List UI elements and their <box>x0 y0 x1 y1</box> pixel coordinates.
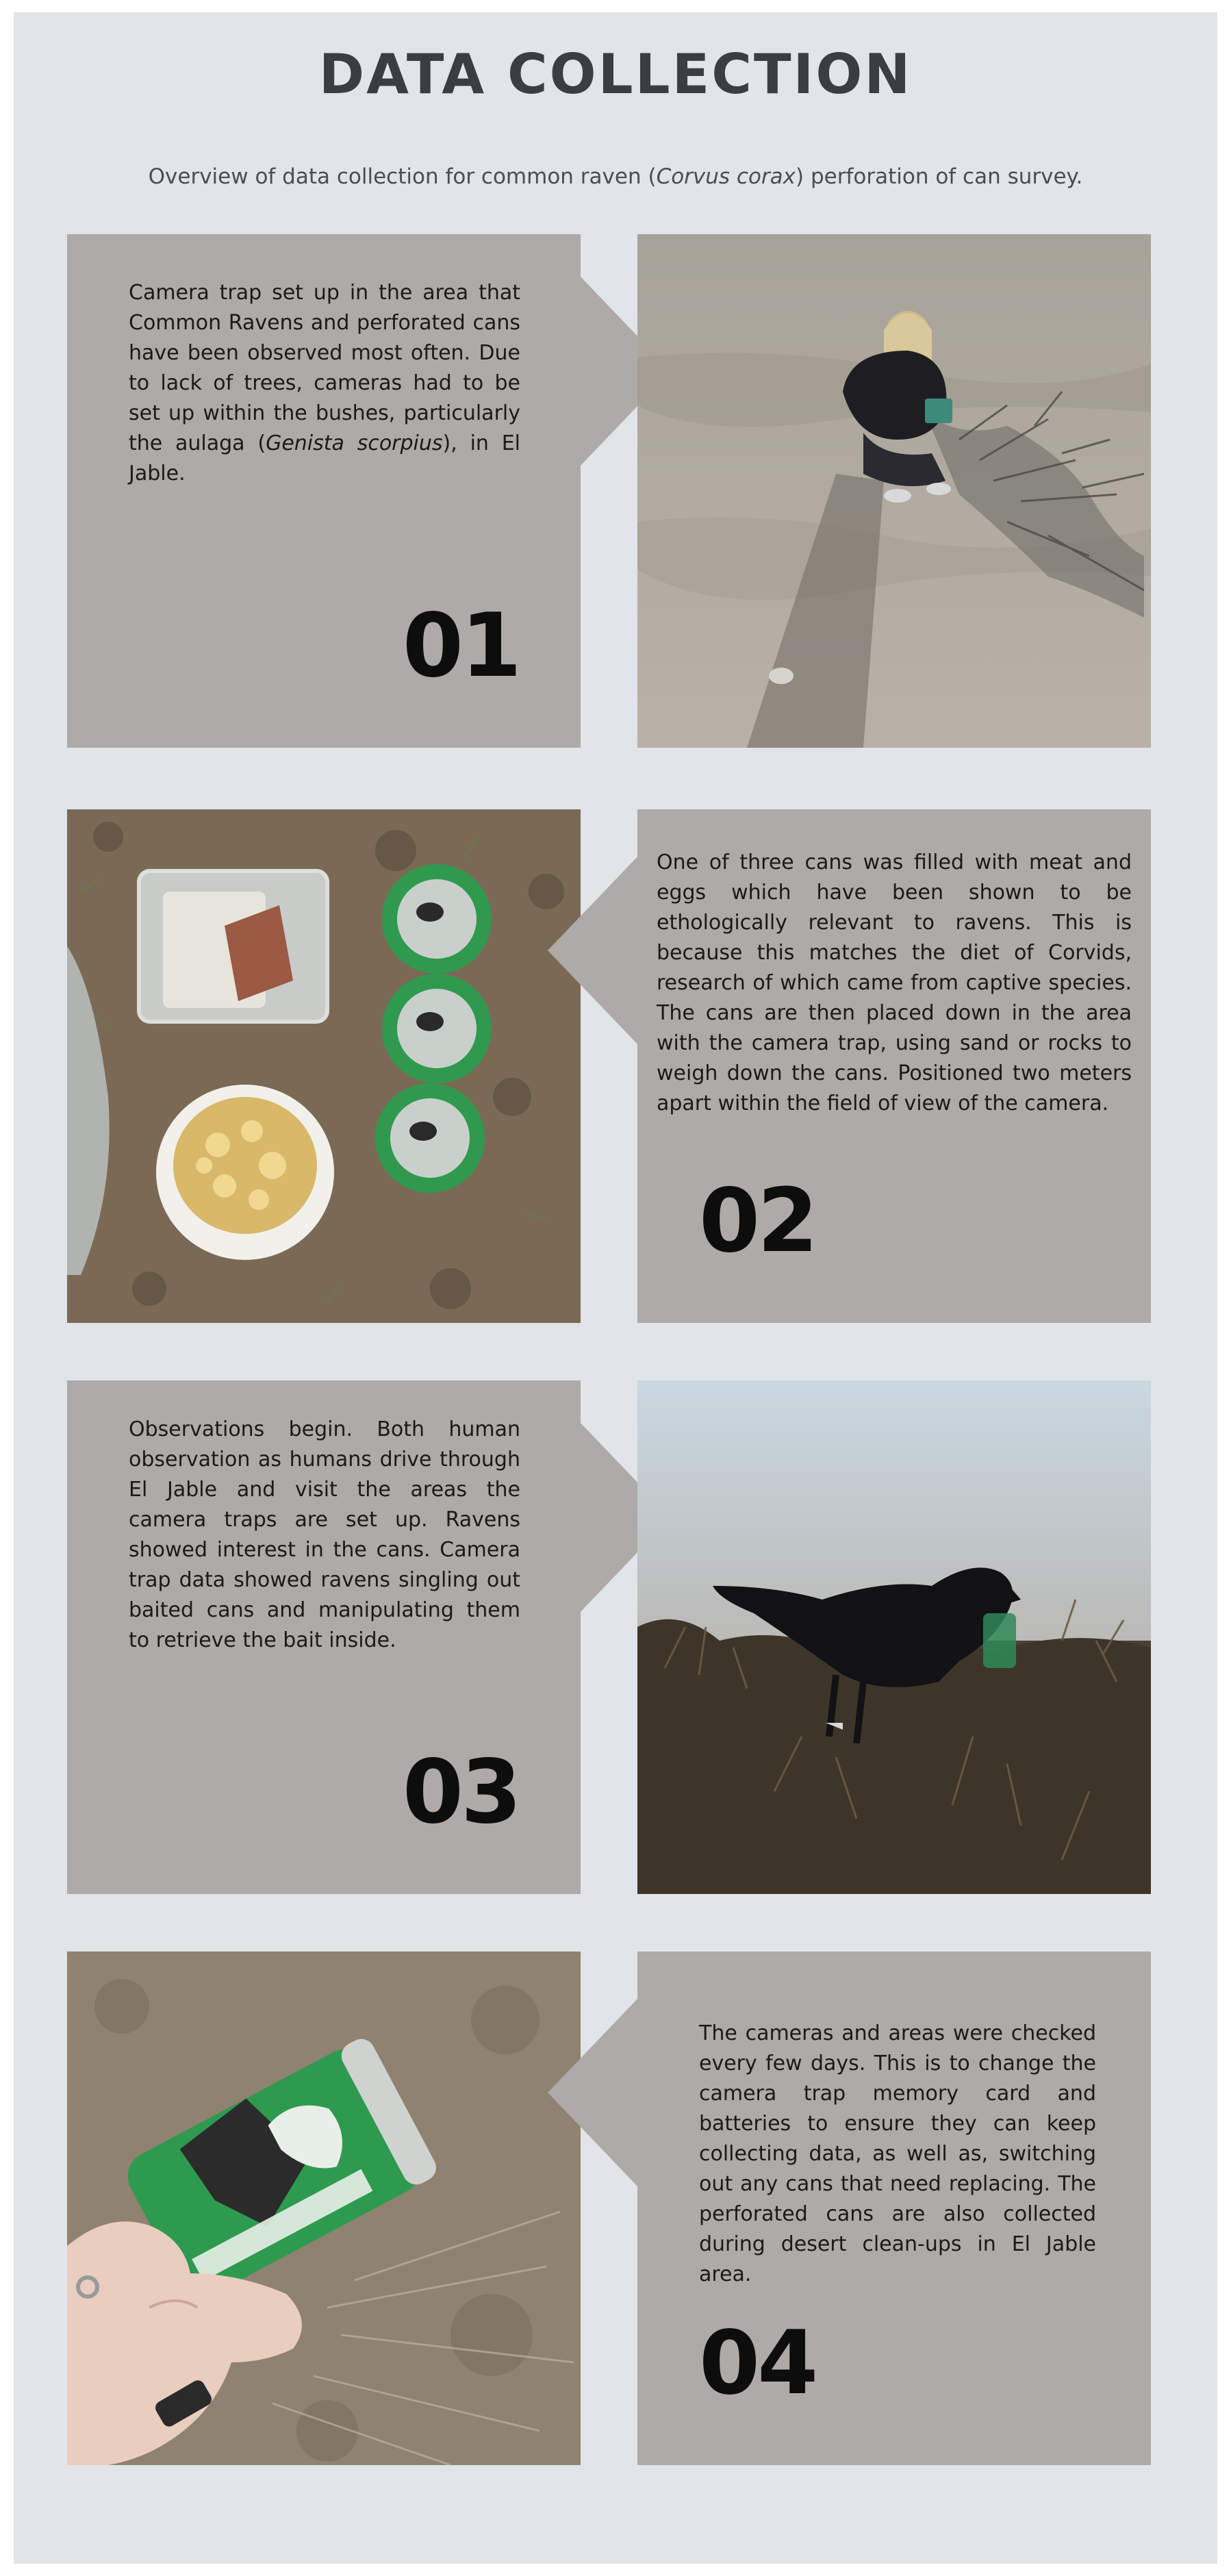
step-3-number: 03 <box>402 1741 519 1843</box>
step-1-text-main: Camera trap set up in the area that Common Ravens and perforated cans have been observed most often. Due to lack of trees, cameras had to be set up within the bushes, particularly the aulaga ( <box>129 281 520 455</box>
step-2-card <box>637 809 1151 1323</box>
step-1-number: 01 <box>402 595 519 697</box>
step-1-text-end: ), in El Jable. <box>129 431 521 485</box>
step-4-card <box>637 1952 1151 2465</box>
step-1-text <box>129 278 520 489</box>
step-4-number: 04 <box>699 2312 816 2414</box>
subtitle-text: Overview of data collection for common raven ( <box>148 164 657 189</box>
step-1-text-species: Genista scorpius <box>266 431 443 455</box>
step-3-card <box>67 1380 581 1894</box>
page-subtitle <box>0 164 1231 189</box>
step-2-number: 02 <box>699 1170 816 1272</box>
subtitle-species: Corvus corax <box>656 164 796 189</box>
step-2-text: One of three cans was filled with meat and eggs which have been shown to be ethologically relevant to ravens. This is because this matches the diet of Corvids, research of which came from captive species. The cans are then placed down in the area with the camera trap, using sand or rocks to weigh down the cans. Positioned two meters apart within the field of view of the camera. <box>657 850 1132 1115</box>
subtitle-text-end: ) perforation of can survey. <box>796 164 1083 189</box>
step-2-pointer <box>544 855 639 1046</box>
perforated-can-in-hand-photo <box>67 1952 581 2465</box>
person-setting-camera-trap-photo <box>637 234 1151 748</box>
step-3-text: Observations begin. Both human observation as humans drive through El Jable and visit the areas the camera traps are set up. Ravens showed interest in the cans. Camera trap data showed ravens singling out baited cans and manipulating them to retrieve the bait inside. <box>129 1417 520 1652</box>
bait-and-cans-photo <box>67 809 581 1323</box>
step-4-text: The cameras and areas were checked every few days. This is to change the camera trap memory card and batteries to ensure they can keep collecting data, as well as, switching out any cans that need replacing. The perforated cans are also collected during desert clean-ups in El Jable area. <box>699 2021 1096 2286</box>
step-1-card <box>67 234 581 748</box>
page-title: DATA COLLECTION <box>318 42 913 106</box>
step-4-pointer <box>544 1997 639 2188</box>
raven-with-can-photo <box>637 1380 1151 1894</box>
